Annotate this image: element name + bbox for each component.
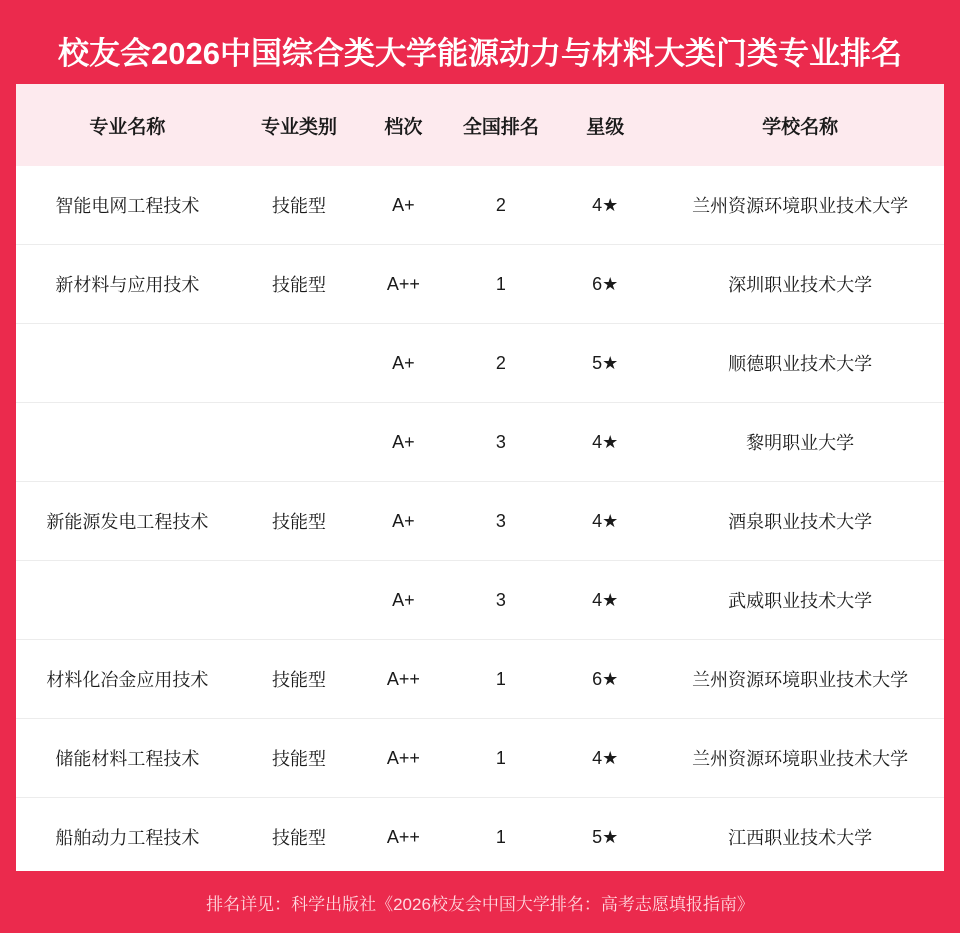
table-row bbox=[16, 482, 944, 561]
ranking-table-card bbox=[16, 84, 944, 871]
cell-rank: 1 bbox=[448, 798, 555, 872]
cell-major: 船舶动力工程技术 bbox=[16, 798, 239, 872]
cell-major: 新能源发电工程技术 bbox=[16, 482, 239, 561]
cell-category: 技能型 bbox=[239, 166, 360, 245]
cell-major: 材料化冶金应用技术 bbox=[16, 640, 239, 719]
table-row bbox=[16, 245, 944, 324]
table-row bbox=[16, 640, 944, 719]
cell-grade: A++ bbox=[359, 245, 447, 324]
table-row bbox=[16, 798, 944, 872]
cell-school: 酒泉职业技术大学 bbox=[656, 482, 944, 561]
cell-star: 6★ bbox=[554, 245, 656, 324]
cell-major bbox=[16, 561, 239, 640]
cell-grade: A+ bbox=[359, 166, 447, 245]
cell-grade: A+ bbox=[359, 561, 447, 640]
cell-category: 技能型 bbox=[239, 719, 360, 798]
cell-rank: 1 bbox=[448, 245, 555, 324]
cell-star: 5★ bbox=[554, 324, 656, 403]
cell-major: 新材料与应用技术 bbox=[16, 245, 239, 324]
table-header-row bbox=[16, 84, 944, 166]
cell-category: 技能型 bbox=[239, 482, 360, 561]
column-header-star: 星级 bbox=[586, 116, 625, 138]
column-header-category: 专业类别 bbox=[261, 116, 338, 138]
cell-school: 顺德职业技术大学 bbox=[656, 324, 944, 403]
cell-school: 江西职业技术大学 bbox=[656, 798, 944, 872]
cell-school: 兰州资源环境职业技术大学 bbox=[656, 166, 944, 245]
cell-category: 技能型 bbox=[239, 640, 360, 719]
cell-school: 兰州资源环境职业技术大学 bbox=[656, 719, 944, 798]
footer-note: 排名详见：科学出版社《2026校友会中国大学排名：高考志愿填报指南》 bbox=[206, 894, 754, 914]
ranking-table bbox=[16, 84, 944, 871]
column-header-school: 学校名称 bbox=[762, 116, 839, 138]
column-header-major: 专业名称 bbox=[89, 116, 166, 138]
cell-rank: 3 bbox=[448, 561, 555, 640]
cell-grade: A+ bbox=[359, 482, 447, 561]
cell-rank: 2 bbox=[448, 324, 555, 403]
cell-category bbox=[239, 403, 360, 482]
cell-school: 黎明职业大学 bbox=[656, 403, 944, 482]
cell-star: 4★ bbox=[554, 403, 656, 482]
cell-major bbox=[16, 324, 239, 403]
cell-rank: 3 bbox=[448, 403, 555, 482]
cell-school: 深圳职业技术大学 bbox=[656, 245, 944, 324]
cell-major: 智能电网工程技术 bbox=[16, 166, 239, 245]
cell-major bbox=[16, 403, 239, 482]
cell-category: 技能型 bbox=[239, 798, 360, 872]
cell-rank: 2 bbox=[448, 166, 555, 245]
cell-grade: A+ bbox=[359, 403, 447, 482]
table-row bbox=[16, 403, 944, 482]
cell-star: 5★ bbox=[554, 798, 656, 872]
table-row bbox=[16, 561, 944, 640]
cell-school: 武威职业技术大学 bbox=[656, 561, 944, 640]
page-title-bar bbox=[16, 16, 944, 84]
cell-star: 4★ bbox=[554, 482, 656, 561]
cell-category bbox=[239, 561, 360, 640]
cell-category: 技能型 bbox=[239, 245, 360, 324]
table-row bbox=[16, 324, 944, 403]
cell-category bbox=[239, 324, 360, 403]
cell-star: 4★ bbox=[554, 166, 656, 245]
cell-star: 4★ bbox=[554, 561, 656, 640]
cell-star: 4★ bbox=[554, 719, 656, 798]
cell-rank: 1 bbox=[448, 719, 555, 798]
cell-school: 兰州资源环境职业技术大学 bbox=[656, 640, 944, 719]
column-header-grade: 档次 bbox=[384, 116, 423, 138]
cell-rank: 3 bbox=[448, 482, 555, 561]
table-header bbox=[16, 84, 944, 166]
cell-star: 6★ bbox=[554, 640, 656, 719]
cell-grade: A++ bbox=[359, 640, 447, 719]
cell-grade: A+ bbox=[359, 324, 447, 403]
page-title: 校友会2026中国综合类大学能源动力与材料大类门类专业排名 bbox=[58, 35, 902, 71]
footer bbox=[16, 871, 944, 933]
column-header-rank: 全国排名 bbox=[462, 116, 539, 138]
table-row bbox=[16, 166, 944, 245]
cell-grade: A++ bbox=[359, 798, 447, 872]
cell-rank: 1 bbox=[448, 640, 555, 719]
table-row bbox=[16, 719, 944, 798]
cell-grade: A++ bbox=[359, 719, 447, 798]
table-body bbox=[16, 166, 944, 871]
cell-major: 储能材料工程技术 bbox=[16, 719, 239, 798]
